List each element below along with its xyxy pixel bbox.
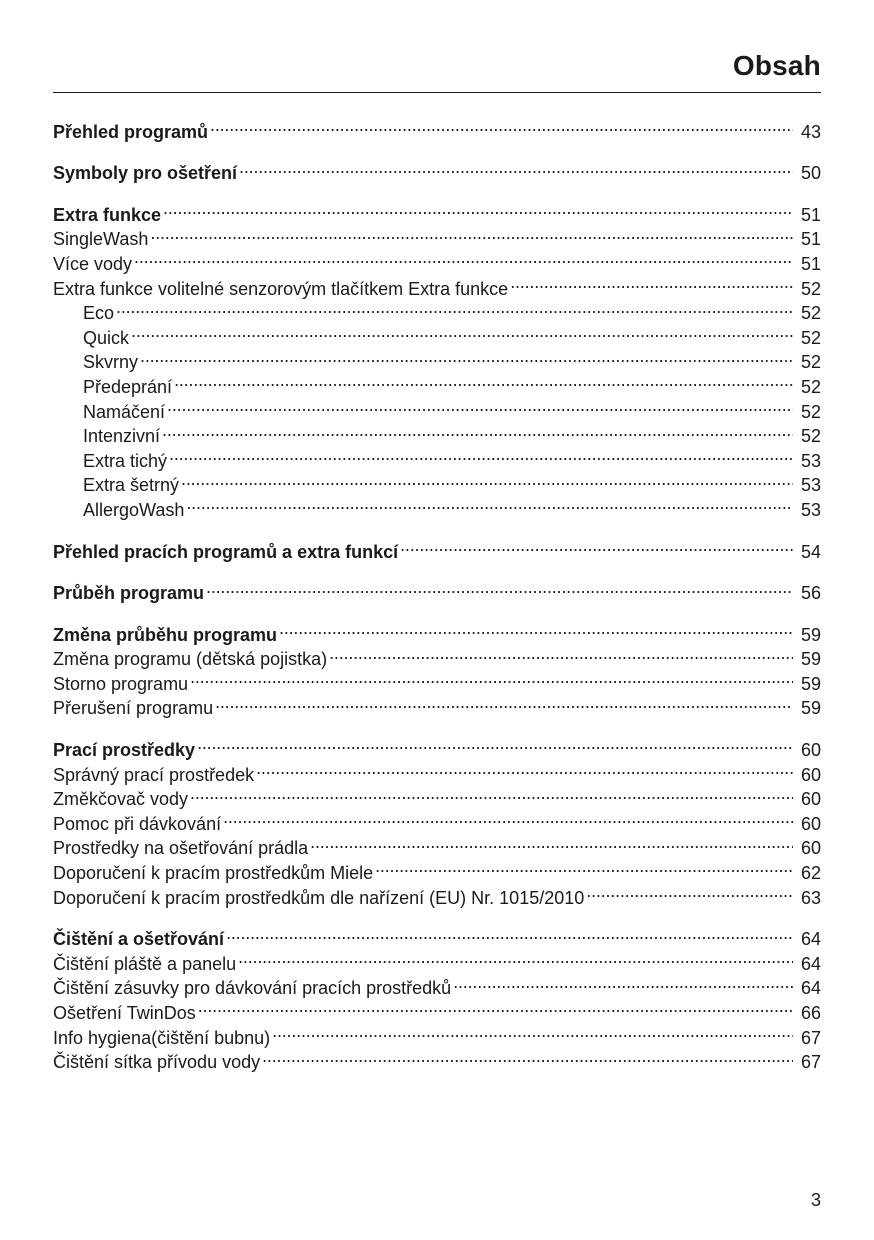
dot-leader: [210, 113, 793, 138]
dot-leader: [400, 533, 793, 558]
dot-leader: [163, 196, 793, 221]
toc-entry-label: SingleWash: [53, 229, 149, 250]
toc-entry-page: 60: [800, 838, 821, 859]
toc-entry-label: Změkčovač vody: [53, 789, 189, 810]
toc-entry-page: 64: [800, 953, 821, 974]
toc-section: [53, 616, 821, 719]
toc-entry-label: Změna programu (dětská pojistka): [53, 649, 328, 670]
toc-entry-label: Doporučení k pracím prostředkům dle nařízení (EU) Nr. 1015/2010: [53, 887, 585, 908]
toc-entry-page: 51: [800, 253, 821, 274]
toc-entry[interactable]: [53, 418, 821, 447]
toc-entry-label: Symboly pro ošetření: [53, 163, 238, 184]
dot-leader: [198, 994, 793, 1019]
dot-leader: [134, 245, 793, 270]
toc-entry-label: Přerušení programu: [53, 698, 214, 719]
toc-entry-label: Přehled pracích programů a extra funkcí: [53, 541, 399, 562]
toc-entry-label: Průběh programu: [53, 583, 205, 604]
toc-entry-label: Přehled programů: [53, 121, 209, 142]
toc-entry-page: 64: [800, 978, 821, 999]
toc-entry-label: Pomoc při dávkování: [53, 813, 222, 834]
toc-section: [53, 196, 821, 520]
toc-entry-page: 63: [800, 887, 821, 908]
toc-entry-label: Extra funkce volitelné senzorovým tlačítkem Extra funkce: [53, 278, 509, 299]
toc-entry-page: 51: [800, 229, 821, 250]
toc-entry-label: Extra šetrný: [83, 475, 180, 496]
toc-entry-page: 59: [800, 649, 821, 670]
toc-entry-page: 53: [800, 450, 821, 471]
toc-entry-label: Extra tichý: [83, 450, 168, 471]
dot-leader: [186, 491, 793, 516]
toc-entry-page: 53: [800, 499, 821, 520]
toc-entry-page: 62: [800, 863, 821, 884]
toc-section: [53, 113, 821, 142]
toc-entry-page: 50: [800, 163, 821, 184]
toc-section: [53, 533, 821, 562]
dot-leader: [226, 921, 793, 946]
toc-entry-page: 51: [800, 204, 821, 225]
dot-leader: [238, 945, 793, 970]
toc-entry-page: 66: [800, 1003, 821, 1023]
page-number: 3: [810, 1190, 821, 1210]
toc-entry-page: 52: [800, 303, 821, 324]
toc-entry-page: 54: [800, 541, 821, 562]
dot-leader: [586, 879, 793, 904]
dot-leader: [140, 344, 793, 369]
toc-entry-page: 60: [800, 813, 821, 834]
dot-leader: [116, 295, 793, 320]
toc-section: [53, 155, 821, 184]
toc-entry-page: 60: [800, 789, 821, 810]
toc-heading-entry[interactable]: [53, 731, 821, 761]
page-title: Obsah: [732, 50, 821, 81]
dot-leader: [190, 781, 793, 806]
toc-entry-label: Extra funkce: [53, 204, 162, 225]
toc-heading-entry[interactable]: [53, 575, 821, 604]
dot-leader: [197, 731, 793, 756]
dot-leader: [223, 805, 793, 830]
dot-leader: [206, 575, 793, 600]
toc-entry-page: 52: [800, 352, 821, 373]
toc-entry-label: Více vody: [53, 253, 133, 274]
dot-leader: [279, 616, 793, 641]
toc-entry-page: 59: [800, 624, 821, 645]
dot-leader: [167, 393, 793, 418]
dot-leader: [162, 418, 793, 443]
toc-entry-label: AllergoWash: [83, 499, 185, 520]
table-of-contents: [53, 113, 821, 1085]
toc-entry-label: Čištění pláště a panelu: [53, 953, 237, 974]
toc-section: [53, 575, 821, 604]
toc-entry-page: 60: [800, 764, 821, 785]
toc-entry[interactable]: [53, 393, 821, 422]
toc-entry-page: 52: [800, 376, 821, 397]
toc-heading-entry[interactable]: [53, 113, 821, 142]
toc-section: [53, 731, 821, 908]
dot-leader: [453, 970, 793, 995]
toc-entry-page: 59: [800, 673, 821, 694]
toc-entry-page: 52: [800, 278, 821, 299]
toc-entry-page: 52: [800, 401, 821, 422]
toc-heading-entry[interactable]: [53, 616, 821, 645]
toc-entry-label: Doporučení k pracím prostředkům Miele: [53, 863, 374, 884]
dot-leader: [262, 1044, 793, 1069]
dot-leader: [310, 830, 793, 855]
toc-entry-label: Změna průběhu programu: [53, 624, 278, 645]
toc-entry-label: Skvrny: [83, 352, 139, 373]
toc-entry-label: Intenzivní: [83, 426, 161, 447]
toc-entry[interactable]: [53, 270, 821, 299]
toc-entry-label: Čištění zásuvky pro dávkování pracích prostředků: [53, 978, 452, 999]
dot-leader: [329, 641, 793, 666]
toc-entry[interactable]: [53, 221, 821, 250]
dot-leader: [169, 442, 793, 467]
toc-entry-page: 56: [800, 583, 821, 604]
toc-entry[interactable]: [53, 295, 821, 324]
title-divider: [53, 92, 821, 93]
toc-entry-page: 60: [800, 740, 821, 761]
toc-entry-page: 52: [800, 426, 821, 447]
toc-entry-label: Storno programu: [53, 673, 189, 694]
dot-leader: [239, 155, 793, 180]
toc-entry-label: Ošetření TwinDos: [53, 1003, 196, 1023]
toc-entry-label: Eco: [83, 303, 115, 324]
toc-entry-label: Čištění sítka přívodu vody: [53, 1052, 261, 1073]
toc-heading-entry[interactable]: [53, 155, 821, 184]
dot-leader: [510, 270, 793, 295]
toc-entry[interactable]: [53, 319, 821, 348]
toc-entry-label: Předeprání: [83, 376, 173, 397]
toc-entry-page: 64: [800, 929, 821, 950]
dot-leader: [150, 221, 793, 246]
dot-leader: [256, 756, 793, 781]
toc-entry[interactable]: [53, 467, 821, 496]
toc-entry[interactable]: [53, 245, 821, 274]
toc-heading-entry[interactable]: [53, 921, 821, 950]
toc-entry[interactable]: [53, 368, 821, 397]
toc-heading-entry[interactable]: [53, 533, 821, 562]
dot-leader: [215, 690, 793, 715]
toc-entry[interactable]: [53, 442, 821, 471]
toc-entry-page: 53: [800, 475, 821, 496]
toc-entry-page: 67: [800, 1052, 821, 1073]
toc-section: [53, 921, 821, 1073]
toc-entry-label: Info hygiena(čištění bubnu): [53, 1027, 271, 1048]
toc-entry-label: Čištění a ošetřování: [53, 929, 225, 950]
toc-entry-label: Správný prací prostředek: [53, 764, 255, 785]
toc-entry-label: Quick: [83, 327, 130, 348]
dot-leader: [131, 319, 793, 344]
toc-entry-page: 67: [800, 1027, 821, 1048]
toc-heading-entry[interactable]: [53, 196, 821, 225]
toc-entry-label: Namáčení: [83, 401, 166, 422]
toc-entry[interactable]: [53, 344, 821, 373]
dot-leader: [272, 1019, 793, 1044]
toc-entry-label: Prostředky na ošetřování prádla: [53, 838, 309, 859]
dot-leader: [181, 467, 793, 492]
dot-leader: [190, 665, 793, 690]
dot-leader: [375, 854, 793, 879]
toc-entry-page: 43: [800, 121, 821, 142]
toc-entry-page: 52: [800, 327, 821, 348]
toc-entry-page: 59: [800, 698, 821, 719]
toc-entry-label: Prací prostředky: [53, 740, 196, 761]
dot-leader: [174, 368, 793, 393]
